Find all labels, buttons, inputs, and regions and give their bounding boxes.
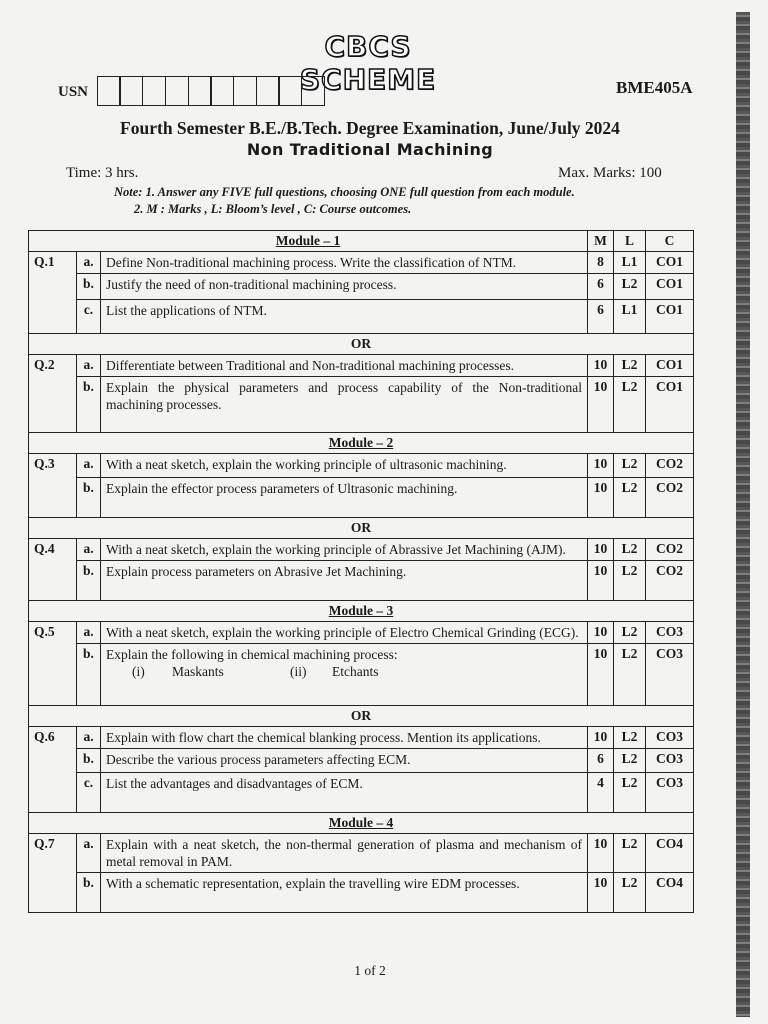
or-label: OR — [29, 706, 694, 727]
instruction-note-2: 2. M : Marks , L: Bloom’s level , C: Course outcomes. — [134, 202, 412, 216]
usn-box-group — [98, 76, 325, 106]
question-row — [29, 749, 694, 773]
question-row — [29, 454, 694, 478]
option-list — [106, 663, 582, 680]
marks-cell: 10 — [588, 539, 614, 561]
sub-label: c. — [77, 300, 101, 334]
sub-label: b. — [77, 478, 101, 518]
usn-label: USN — [58, 84, 89, 100]
question-row — [29, 274, 694, 300]
question-table — [28, 230, 694, 913]
outcome-cell: CO1 — [646, 300, 694, 334]
level-cell: L2 — [614, 539, 646, 561]
question-row — [29, 355, 694, 377]
outcome-cell: CO1 — [646, 252, 694, 274]
usn-box[interactable] — [188, 76, 212, 106]
level-cell: L2 — [614, 377, 646, 433]
question-row — [29, 561, 694, 601]
question-text: List the advantages and disadvantages of ECM. — [101, 773, 588, 813]
outcome-cell: CO4 — [646, 873, 694, 913]
marks-cell: 10 — [588, 727, 614, 749]
question-text: With a neat sketch, explain the working principle of Electro Chemical Grinding (ECG). — [101, 622, 588, 644]
level-cell: L2 — [614, 561, 646, 601]
outcome-cell: CO2 — [646, 478, 694, 518]
or-label: OR — [29, 518, 694, 539]
or-label: OR — [29, 334, 694, 355]
module-header-row — [29, 231, 694, 252]
sub-label: b. — [77, 561, 101, 601]
module-header-row — [29, 601, 694, 622]
outcome-cell: CO4 — [646, 834, 694, 873]
question-text: Explain with flow chart the chemical blanking process. Mention its applications. — [101, 727, 588, 749]
module-title: Module – 3 — [29, 601, 694, 622]
usn-box[interactable] — [119, 76, 143, 106]
page-number: 1 of 2 — [354, 963, 386, 978]
sub-label: b. — [77, 377, 101, 433]
question-text: Describe the various process parameters affecting ECM. — [101, 749, 588, 773]
option-text: Maskants — [172, 664, 224, 679]
instruction-note-1: Note: 1. Answer any FIVE full questions, choosing ONE full question from each module. — [114, 185, 575, 199]
question-row — [29, 622, 694, 644]
module-header-row — [29, 433, 694, 454]
question-row — [29, 377, 694, 433]
question-number: Q.1 — [29, 252, 77, 334]
marks-cell: 10 — [588, 873, 614, 913]
outcome-cell: CO2 — [646, 561, 694, 601]
question-row — [29, 539, 694, 561]
marks-cell: 8 — [588, 252, 614, 274]
question-row — [29, 873, 694, 913]
question-text: Differentiate between Traditional and Non-traditional machining processes. — [101, 355, 588, 377]
sub-label: a. — [77, 834, 101, 873]
outcome-cell: CO2 — [646, 454, 694, 478]
outcome-cell: CO3 — [646, 773, 694, 813]
module-title: Module – 2 — [29, 433, 694, 454]
sub-label: a. — [77, 355, 101, 377]
marks-cell: 10 — [588, 834, 614, 873]
question-row — [29, 834, 694, 873]
level-cell: L2 — [614, 478, 646, 518]
question-stem: Explain the following in chemical machining process: — [106, 647, 398, 662]
question-row — [29, 478, 694, 518]
sub-label: b. — [77, 873, 101, 913]
level-cell: L2 — [614, 749, 646, 773]
question-text: With a schematic representation, explain the travelling wire EDM processes. — [101, 873, 588, 913]
question-number: Q.7 — [29, 834, 77, 913]
question-text: Define Non-traditional machining process. Write the classification of NTM. — [101, 252, 588, 274]
exam-title: Fourth Semester B.E./B.Tech. Degree Examination, June/July 2024 — [120, 118, 620, 138]
marks-cell: 10 — [588, 454, 614, 478]
max-marks: Max. Marks: 100 — [558, 165, 662, 181]
col-marks-header: M — [588, 231, 614, 252]
usn-box[interactable] — [142, 76, 166, 106]
or-separator-row — [29, 518, 694, 539]
or-separator-row — [29, 334, 694, 355]
question-text: Explain with a neat sketch, the non-thermal generation of plasma and mechanism of metal removal in PAM. — [101, 834, 588, 873]
sub-label: a. — [77, 252, 101, 274]
level-cell: L2 — [614, 834, 646, 873]
scheme-banner: CBCS SCHEME — [299, 30, 437, 96]
sub-label: a. — [77, 454, 101, 478]
question-text: Justify the need of non-traditional machining process. — [101, 274, 588, 300]
marks-cell: 10 — [588, 561, 614, 601]
usn-box[interactable] — [301, 76, 325, 106]
sub-label: b. — [77, 749, 101, 773]
level-cell: L2 — [614, 727, 646, 749]
or-separator-row — [29, 706, 694, 727]
subject-title: Non Traditional Machining — [246, 140, 494, 159]
marks-cell: 6 — [588, 300, 614, 334]
outcome-cell: CO1 — [646, 377, 694, 433]
level-cell: L2 — [614, 355, 646, 377]
sub-label: a. — [77, 727, 101, 749]
marks-cell: 6 — [588, 749, 614, 773]
question-text: With a neat sketch, explain the working principle of Abrassive Jet Machining (AJM). — [101, 539, 588, 561]
level-cell: L2 — [614, 622, 646, 644]
outcome-cell: CO3 — [646, 622, 694, 644]
sub-label: a. — [77, 622, 101, 644]
marks-cell: 4 — [588, 773, 614, 813]
option-number: (ii) — [290, 664, 307, 679]
usn-box[interactable] — [165, 76, 189, 106]
question-text: Explain the effector process parameters of Ultrasonic machining. — [101, 478, 588, 518]
question-number: Q.3 — [29, 454, 77, 518]
scan-edge-strip — [736, 12, 750, 1017]
outcome-cell: CO1 — [646, 355, 694, 377]
question-number: Q.4 — [29, 539, 77, 601]
marks-cell: 10 — [588, 644, 614, 706]
level-cell: L2 — [614, 773, 646, 813]
level-cell: L2 — [614, 644, 646, 706]
question-text: Explain process parameters on Abrasive Jet Machining. — [101, 561, 588, 601]
question-number: Q.6 — [29, 727, 77, 813]
question-number: Q.2 — [29, 355, 77, 433]
question-text: With a neat sketch, explain the working principle of ultrasonic machining. — [101, 454, 588, 478]
exam-duration: Time: 3 hrs. — [66, 165, 139, 181]
question-number: Q.5 — [29, 622, 77, 706]
col-outcome-header: C — [646, 231, 694, 252]
level-cell: L1 — [614, 252, 646, 274]
outcome-cell: CO1 — [646, 274, 694, 300]
question-row — [29, 252, 694, 274]
marks-cell: 10 — [588, 377, 614, 433]
marks-cell: 10 — [588, 355, 614, 377]
usn-box[interactable] — [278, 76, 302, 106]
sub-label: b. — [77, 274, 101, 300]
usn-box[interactable] — [256, 76, 280, 106]
level-cell: L2 — [614, 454, 646, 478]
question-text: List the applications of NTM. — [101, 300, 588, 334]
course-code: BME405A — [616, 78, 693, 97]
marks-cell: 6 — [588, 274, 614, 300]
level-cell: L1 — [614, 300, 646, 334]
question-text: Explain the physical parameters and process capability of the Non-traditional machining processes. — [101, 377, 588, 433]
marks-cell: 10 — [588, 478, 614, 518]
module-title: Module – 4 — [29, 813, 694, 834]
question-row — [29, 773, 694, 813]
outcome-cell: CO3 — [646, 644, 694, 706]
outcome-cell: CO3 — [646, 749, 694, 773]
question-text — [101, 644, 588, 706]
usn-box[interactable] — [210, 76, 234, 106]
usn-box[interactable] — [97, 76, 121, 106]
outcome-cell: CO3 — [646, 727, 694, 749]
option-number: (i) — [132, 664, 145, 679]
level-cell: L2 — [614, 873, 646, 913]
question-row — [29, 300, 694, 334]
module-header-row — [29, 813, 694, 834]
sub-label: a. — [77, 539, 101, 561]
sub-label: c. — [77, 773, 101, 813]
level-cell: L2 — [614, 274, 646, 300]
question-row — [29, 644, 694, 706]
outcome-cell: CO2 — [646, 539, 694, 561]
module-title: Module – 1 — [29, 231, 588, 252]
option-text: Etchants — [332, 664, 379, 679]
sub-label: b. — [77, 644, 101, 706]
col-level-header: L — [614, 231, 646, 252]
usn-box[interactable] — [233, 76, 257, 106]
question-row — [29, 727, 694, 749]
marks-cell: 10 — [588, 622, 614, 644]
